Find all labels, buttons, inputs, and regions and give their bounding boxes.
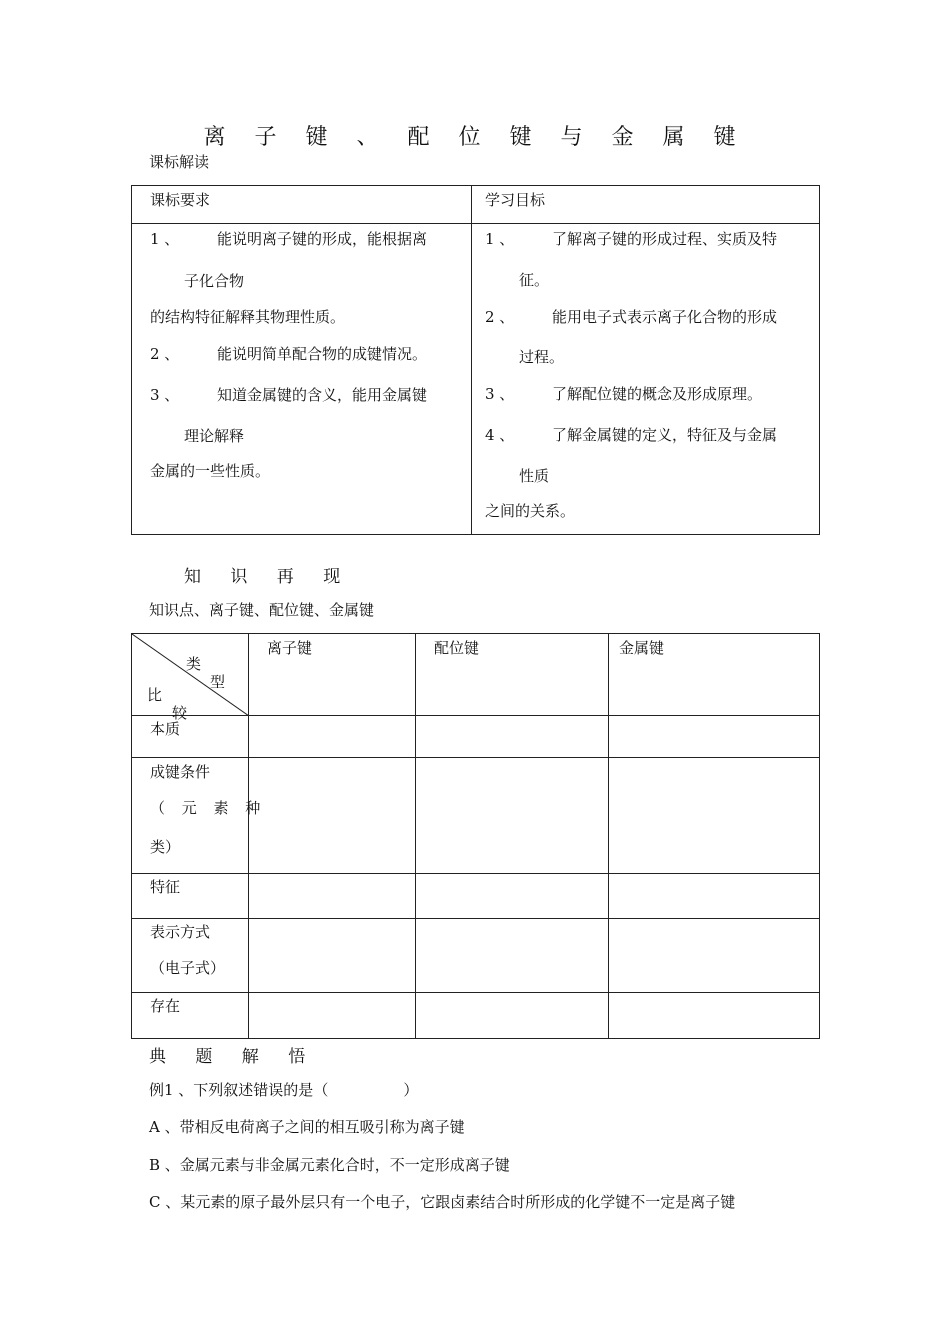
header-metallic-cell	[609, 634, 820, 716]
section-label-curriculum: 课标解读	[149, 153, 210, 171]
table-cell[interactable]	[249, 716, 416, 758]
table-cell[interactable]	[249, 993, 416, 1039]
req-1-cont2: 的结构特征解释其物理性质。	[150, 308, 346, 326]
req-2-number: 2 、	[150, 345, 180, 363]
obj-2-number: 2 、	[485, 308, 515, 326]
obj-1-number: 1 、	[485, 230, 515, 248]
req-1-text: 能说明离子键的形成，能根据离	[217, 230, 428, 248]
row-feature-label: 特征	[150, 878, 181, 896]
section-heading-knowledge: 知 识 再 现	[184, 567, 353, 587]
table-cell[interactable]	[249, 874, 416, 919]
obj-3-number: 3 、	[485, 385, 515, 403]
table-cell[interactable]	[249, 919, 416, 993]
corner-compare-2: 较	[172, 704, 188, 722]
req-1-number: 1 、	[150, 230, 180, 248]
req-3-cont2: 金属的一些性质。	[150, 462, 271, 480]
row-representation-label-cell	[132, 919, 249, 993]
obj-1-cont: 征。	[519, 271, 550, 289]
obj-4-text: 了解金属键的定义，特征及与金属	[552, 426, 778, 444]
row-representation-label: 表示方式	[150, 923, 211, 941]
header-coordinate-cell	[416, 634, 609, 716]
row-condition-label-2: （ 元 素 种	[150, 799, 267, 817]
table-cell[interactable]	[609, 716, 820, 758]
table-cell[interactable]	[609, 758, 820, 874]
table-cell[interactable]	[416, 874, 609, 919]
learning-objectives-header: 学习目标	[485, 191, 546, 209]
obj-4-cont: 性质	[519, 467, 550, 485]
table-cell[interactable]	[416, 716, 609, 758]
req-3-text: 知道金属键的含义，能用金属键	[217, 386, 428, 404]
row-essence-label-cell	[132, 716, 249, 758]
obj-3-text: 了解配位键的概念及形成原理。	[552, 385, 763, 403]
curriculum-table	[131, 185, 820, 535]
curriculum-requirements-cell	[132, 224, 472, 535]
obj-2-text: 能用电子式表示离子化合物的形成	[552, 308, 778, 326]
header-ionic-bond: 离子键	[267, 639, 313, 657]
example-question: 例1 、下列叙述错误的是（ ）	[149, 1081, 419, 1099]
table-cell[interactable]	[416, 993, 609, 1039]
row-condition-label-cell	[132, 758, 267, 874]
section-sub-knowledge: 知识点、离子键、配位键、金属键	[149, 601, 375, 619]
row-condition-label: 成键条件	[150, 763, 211, 781]
obj-4-number: 4 、	[485, 426, 515, 444]
obj-4-cont2: 之间的关系。	[485, 502, 576, 520]
header-ionic-cell	[249, 634, 416, 716]
table-cell[interactable]	[416, 919, 609, 993]
row-representation-label-2: （电子式）	[150, 959, 226, 977]
obj-2-cont: 过程。	[519, 348, 565, 366]
corner-cell	[132, 634, 249, 722]
row-existence-label-cell	[132, 993, 249, 1039]
row-feature-label-cell	[132, 874, 249, 919]
corner-compare-1: 比	[147, 686, 163, 704]
table-cell[interactable]	[609, 993, 820, 1039]
table-cell[interactable]	[609, 874, 820, 919]
table-cell[interactable]	[249, 758, 416, 874]
section-heading-examples: 典 题 解 悟	[149, 1047, 318, 1067]
row-existence-label: 存在	[150, 997, 181, 1015]
table-cell[interactable]	[609, 919, 820, 993]
page-title: 离 子 键 、 配 位 键 与 金 属 键	[203, 125, 747, 150]
example-option-a: A 、带相反电荷离子之间的相互吸引称为离子键	[149, 1118, 465, 1136]
example-option-b: B 、金属元素与非金属元素化合时，不一定形成离子键	[149, 1156, 510, 1174]
req-3-cont: 理论解释	[184, 427, 245, 445]
obj-1-text: 了解离子键的形成过程、实质及特	[552, 230, 778, 248]
row-essence-label: 本质	[150, 720, 181, 738]
req-3-number: 3 、	[150, 386, 180, 404]
header-coordinate-bond: 配位键	[434, 639, 480, 657]
corner-type-2: 型	[210, 673, 226, 691]
objectives-header-cell	[472, 186, 820, 224]
row-condition-label-3: 类）	[150, 838, 181, 856]
req-2-text: 能说明简单配合物的成键情况。	[217, 345, 428, 363]
example-option-c: C 、某元素的原子最外层只有一个电子，它跟卤素结合时所形成的化学键不一定是离子键	[149, 1193, 736, 1211]
comparison-table	[131, 633, 820, 1039]
learning-objectives-cell	[472, 224, 820, 535]
table-cell[interactable]	[416, 758, 609, 874]
curriculum-header-cell	[132, 186, 472, 224]
curriculum-requirements-header: 课标要求	[150, 191, 211, 209]
header-metallic-bond: 金属键	[619, 639, 665, 657]
req-1-cont: 子化合物	[184, 272, 245, 290]
corner-type-1: 类	[186, 655, 202, 673]
